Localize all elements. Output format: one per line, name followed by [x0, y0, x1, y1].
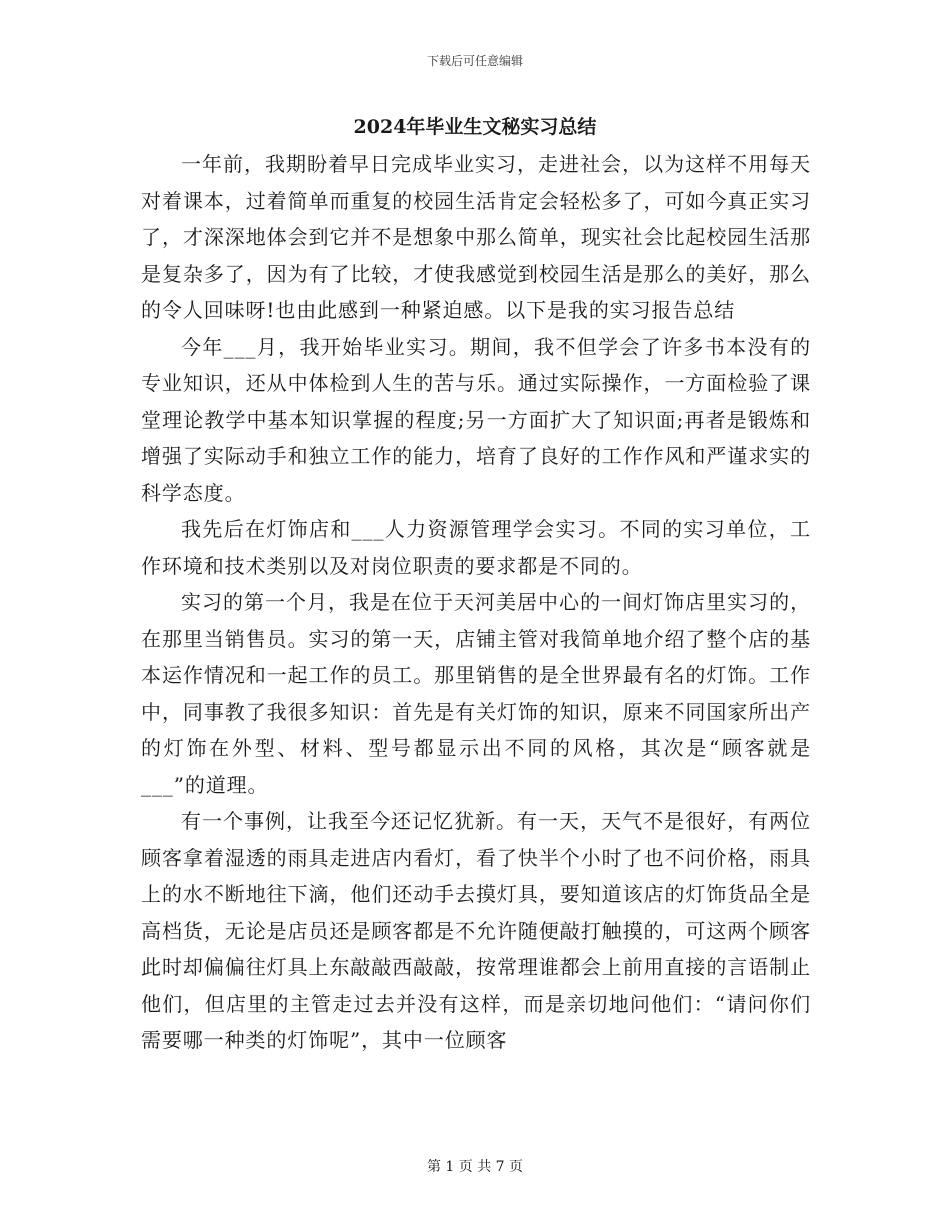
- paragraph: 一年前，我期盼着早日完成毕业实习，走进社会，以为这样不用每天对着课本，过着简单而重复的校园生活肯定会轻松多了，可如今真正实习了，才深深地体会到它并不是想象中那么简单，现实社会比起校园生活那是复杂多了，因为有了比较，才使我感觉到校园生活是那么的美好，那么的令人回味呀!也由此感到一种紧迫感。以下是我的实习报告总结: [141, 152, 811, 322]
- document-body: [141, 146, 811, 1059]
- paragraph: 实习的第一个月，我是在位于天河美居中心的一间灯饰店里实习的，在那里当销售员。实习的第一天，店铺主管对我简单地介绍了整个店的基本运作情况和一起工作的员工。那里销售的是全世界最有名的灯饰。工作中，同事教了我很多知识：首先是有关灯饰的知识，原来不同国家所出产的灯饰在外型、材料、型号都显示出不同的风格，其次是“顾客就是___”的道理。: [141, 590, 811, 797]
- page-footer-page-number: 第 1 页 共 7 页: [426, 1159, 524, 1175]
- paragraph: 今年___月，我开始毕业实习。期间，我不但学会了许多书本没有的专业知识，还从中体检到人生的苦与乐。通过实际操作，一方面检验了课堂理论教学中基本知识掌握的程度;另一方面扩大了知识面;再者是锻炼和增强了实际动手和独立工作的能力，培育了良好的工作作风和严谨求实的科学态度。: [141, 334, 811, 505]
- paragraph: 有一个事例，让我至今还记忆犹新。有一天，天气不是很好，有两位顾客拿着湿透的雨具走进店内看灯，看了快半个小时了也不问价格，雨具上的水不断地往下滴，他们还动手去摸灯具，要知道该店的灯饰货品全是高档货，无论是店员还是顾客都是不允许随便敲打触摸的，可这两个顾客此时却偏偏往灯具上东敲敲西敲敲，按常理谁都会上前用直接的言语制止他们，但店里的主管走过去并没有这样，而是亲切地问他们：“请问你们需要哪一种类的灯饰呢”，其中一位顾客: [141, 809, 811, 1052]
- paragraph: 我先后在灯饰店和___人力资源管理学会实习。不同的实习单位，工作环境和技术类别以及对岗位职责的要求都是不同的。: [141, 517, 811, 578]
- document-title: 2024年毕业生文秘实习总结: [353, 116, 597, 138]
- page-header-note: 下载后可任意编辑: [426, 54, 523, 68]
